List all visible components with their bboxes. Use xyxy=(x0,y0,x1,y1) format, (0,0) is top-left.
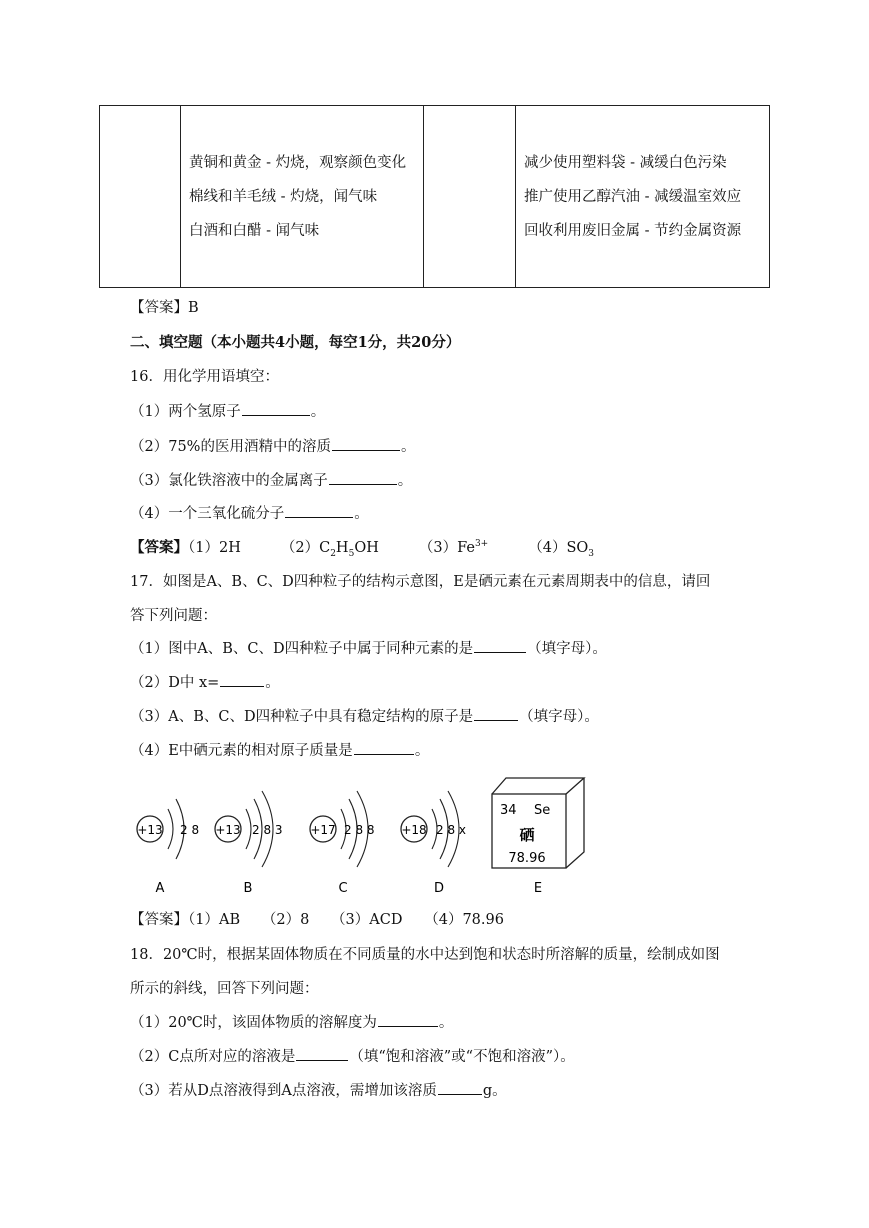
answer-blank[interactable] xyxy=(296,1046,348,1061)
element-symbol: Se xyxy=(534,803,551,818)
label-e: E xyxy=(533,881,543,896)
q17-part3: （3）A、B、C、D四种粒子中具有稳定结构的原子是 （填字母）。 xyxy=(130,705,599,726)
shells-c: 2 8 8 xyxy=(344,823,375,837)
element-cell-selenium xyxy=(492,778,584,896)
answer-blank[interactable] xyxy=(438,1080,482,1095)
table-cell-option-c xyxy=(181,106,424,288)
table-line: 回收利用废旧金属 - 节约金属资源 xyxy=(524,222,742,239)
q18-stem-line1: 18．20℃时，根据某固体物质在不同质量的水中达到饱和状态时所溶解的质量，绘制成如图 xyxy=(130,947,720,963)
q16-part1: （1）两个氢原子 。 xyxy=(130,400,325,421)
element-name: 硒 xyxy=(519,826,535,844)
q18-stem-line2: 所示的斜线，回答下列问题： xyxy=(130,981,319,997)
atom-a xyxy=(137,799,199,896)
table-line: 减少使用塑料袋 - 减缓白色污染 xyxy=(524,154,727,171)
shells-d: 2 8 x xyxy=(436,823,466,837)
answer-blank[interactable] xyxy=(220,672,264,687)
atom-b xyxy=(215,791,283,896)
q16-part3: （3）氯化铁溶液中的金属离子 。 xyxy=(130,469,412,490)
table-cell-option-d xyxy=(516,106,770,288)
q18-part3: （3）若从D点溶液得到A点溶液，需增加该溶质 g。 xyxy=(130,1079,507,1100)
label-b: B xyxy=(243,881,253,896)
q17-part1: （1）图中A、B、C、D四种粒子中属于同种元素的是 （填字母）。 xyxy=(130,637,607,658)
atomic-number: 34 xyxy=(500,803,517,818)
q18-part2: （2）C点所对应的溶液是 （填“饱和溶液”或“不饱和溶液”）。 xyxy=(130,1045,575,1066)
q17-part4: （4）E中硒元素的相对原子质量是 。 xyxy=(130,739,429,760)
label-a: A xyxy=(155,881,165,896)
label-c: C xyxy=(338,881,348,896)
q18-part1: （1）20℃时，该固体物质的溶解度为 。 xyxy=(130,1011,453,1032)
answer-blank[interactable] xyxy=(242,401,310,416)
table-line: 棉线和羊毛绒 - 灼烧，闻气味 xyxy=(189,188,378,205)
q17-stem-line2: 答下列问题： xyxy=(130,608,217,624)
answer-17: 【答案】（1）AB （2）8 （3）ACD （4）78.96 xyxy=(130,912,504,928)
atom-c xyxy=(310,791,375,896)
table-cell-label-d xyxy=(424,106,516,288)
nucleus-b: +13 xyxy=(215,823,241,837)
answer-blank[interactable] xyxy=(474,638,526,653)
q17-part2: （2）D中 x= 。 xyxy=(130,671,280,692)
table-line: 白酒和白醋 - 闻气味 xyxy=(189,222,320,239)
nucleus-d: +18 xyxy=(401,823,427,837)
options-table xyxy=(99,105,770,288)
atom-d xyxy=(401,791,466,896)
answer-blank[interactable] xyxy=(329,470,397,485)
answer-blank[interactable] xyxy=(378,1012,438,1027)
answer-blank[interactable] xyxy=(354,740,414,755)
answer-16: 【答案】（1）2H $(2)C_2H_5OH$ $(3)Fe^{3+}$ $(4)SO_3$ xyxy=(130,539,594,559)
answer-blank[interactable] xyxy=(332,436,400,451)
shells-b: 2 8 3 xyxy=(252,823,283,837)
atomic-mass: 78.96 xyxy=(508,851,546,866)
answer-15: 【答案】B xyxy=(130,300,199,316)
table-line: 推广使用乙醇汽油 - 减缓温室效应 xyxy=(524,188,742,205)
nucleus-c: +17 xyxy=(310,823,336,837)
answer-blank[interactable] xyxy=(474,706,518,721)
q17-stem-line1: 17．如图是A、B、C、D四种粒子的结构示意图，E是硒元素在元素周期表中的信息，请回 xyxy=(130,574,711,590)
atom-structure-diagram xyxy=(130,772,590,897)
answer-blank[interactable] xyxy=(285,503,353,518)
q16-part2: （2）75%的医用酒精中的溶质 。 xyxy=(130,435,415,456)
table-cell-label-c xyxy=(100,106,181,288)
label-d: D xyxy=(433,881,445,896)
q16-part4: （4）一个三氧化硫分子 。 xyxy=(130,502,369,523)
nucleus-a: +13 xyxy=(137,823,163,837)
section-heading: 二、填空题（本小题共4小题，每空1分，共20分） xyxy=(130,334,461,351)
shells-a: 2 8 xyxy=(180,823,200,837)
q16-stem: 16．用化学用语填空： xyxy=(130,369,279,385)
table-line: 黄铜和黄金 - 灼烧，观察颜色变化 xyxy=(189,154,407,171)
